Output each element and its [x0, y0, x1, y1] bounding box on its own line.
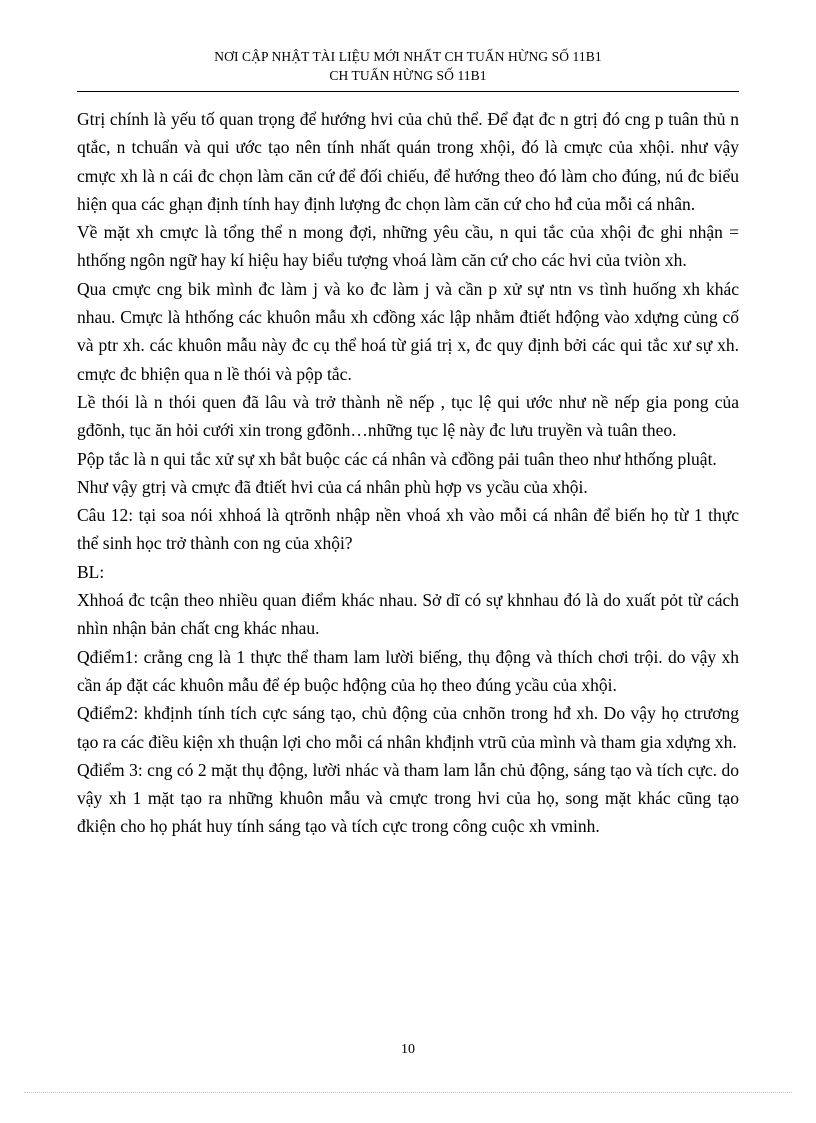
paragraph: Qđiểm2: khđịnh tính tích cực sáng tạo, chủ động của cnhõn trong hđ xh. Do vậy họ ctrương tạo ra các điều kiện xh thuận lợi cho mỗi cá nhân khđịnh vtrũ của mình và tham gia xdựng xh.: [77, 703, 739, 752]
header-subtitle: CH TUẤN HỪNG SỐ 11B1: [329, 68, 487, 83]
footer-divider: [24, 1092, 792, 1093]
answer-label: BL:: [77, 561, 105, 582]
page-header: [77, 47, 739, 85]
paragraph: Về mặt xh cmực là tổng thể n mong đợi, những yêu cầu, n qui tắc của xhội đc ghi nhận = hthống ngôn ngữ hay kí hiệu hay biểu tượng vhoá làm căn cứ cho các hvi của tviòn xh.: [77, 222, 739, 271]
paragraph: Gtrị chính là yếu tố quan trọng để hướng hvi của chủ thể. Để đạt đc n gtrị đó cng p tuân thủ n qtắc, n tchuẩn và qui ước tạo nên tính nhất quán trong xhội, đó là cmực của xhội. như vậy cmực xh là n cái đc chọn làm căn cứ để đối chiếu, để hướng theo đó làm cho đúng, nú đc biểu hiện qua các ghạn định tính hay định lượng đc chọn làm căn cứ cho hđ của mỗi cá nhân.: [77, 109, 739, 214]
question-heading: Câu 12: tại soa nói xhhoá là qtrõnh nhập nền vhoá xh vào mỗi cá nhân để biến họ từ 1 thực thể sinh học trở thành con ng của xhội?: [77, 505, 739, 554]
paragraph: Qua cmực cng bik mình đc làm j và ko đc làm j và cần p xử sự ntn vs tình huống xh khác nhau. Cmực là hthống các khuôn mẫu xh cđồng xác lập nhằm đtiết hđộng vào xdựng củng cố và ptr xh. các khuôn mẫu này đc cụ thể hoá từ giá trị x, đc quy định bởi các qui tắc xư sự xh. cmực đc bhiện qua n lề thói và pộp tắc.: [77, 278, 739, 384]
header-title: NƠI CẬP NHẬT TÀI LIỆU MỚI NHẤT CH TUẤN HỪNG SỐ 11B1: [214, 49, 602, 64]
paragraph: Qđiểm 3: cng có 2 mặt thụ động, lười nhác và tham lam lẫn chủ động, sáng tạo và tích cực. do vậy xh 1 mặt tạo ra những khuôn mẫu và cmực trong hvi của họ, song mặt khác cũng tạo đkiện cho họ phát huy tính sáng tạo và tích cực trong công cuộc xh vminh.: [77, 759, 739, 837]
body-text: [77, 105, 739, 841]
paragraph: Qđiểm1: crằng cng là 1 thực thể tham lam lười biếng, thụ động và thích chơi trội. do vậy xh cần áp đặt các khuôn mẫu để ép buộc hđộng của họ theo đúng ycầu của xhội.: [77, 646, 739, 695]
paragraph: Xhhoá đc tcận theo nhiều quan điểm khác nhau. Sở dĩ có sự khnhau đó là do xuất pỏt từ cách nhìn nhận bản chất cng khác nhau.: [77, 590, 739, 639]
header-divider: [77, 91, 739, 92]
paragraph: Lề thói là n thói quen đã lâu và trở thành nề nếp , tục lệ qui ước như nề nếp gia pong của gđõnh, tục ăn hỏi cưới xin trong gđõnh…những tục lệ này đc lưu truyền và tuân theo.: [77, 391, 739, 441]
page-number: 10: [401, 1042, 415, 1057]
paragraph: Pộp tắc là n qui tắc xử sự xh bắt buộc các cá nhân và cđồng pải tuân theo như hthống pluật.: [77, 448, 717, 469]
paragraph: Như vậy gtrị và cmực đã đtiết hvi của cá nhân phù hợp vs ycầu của xhội.: [77, 476, 588, 497]
